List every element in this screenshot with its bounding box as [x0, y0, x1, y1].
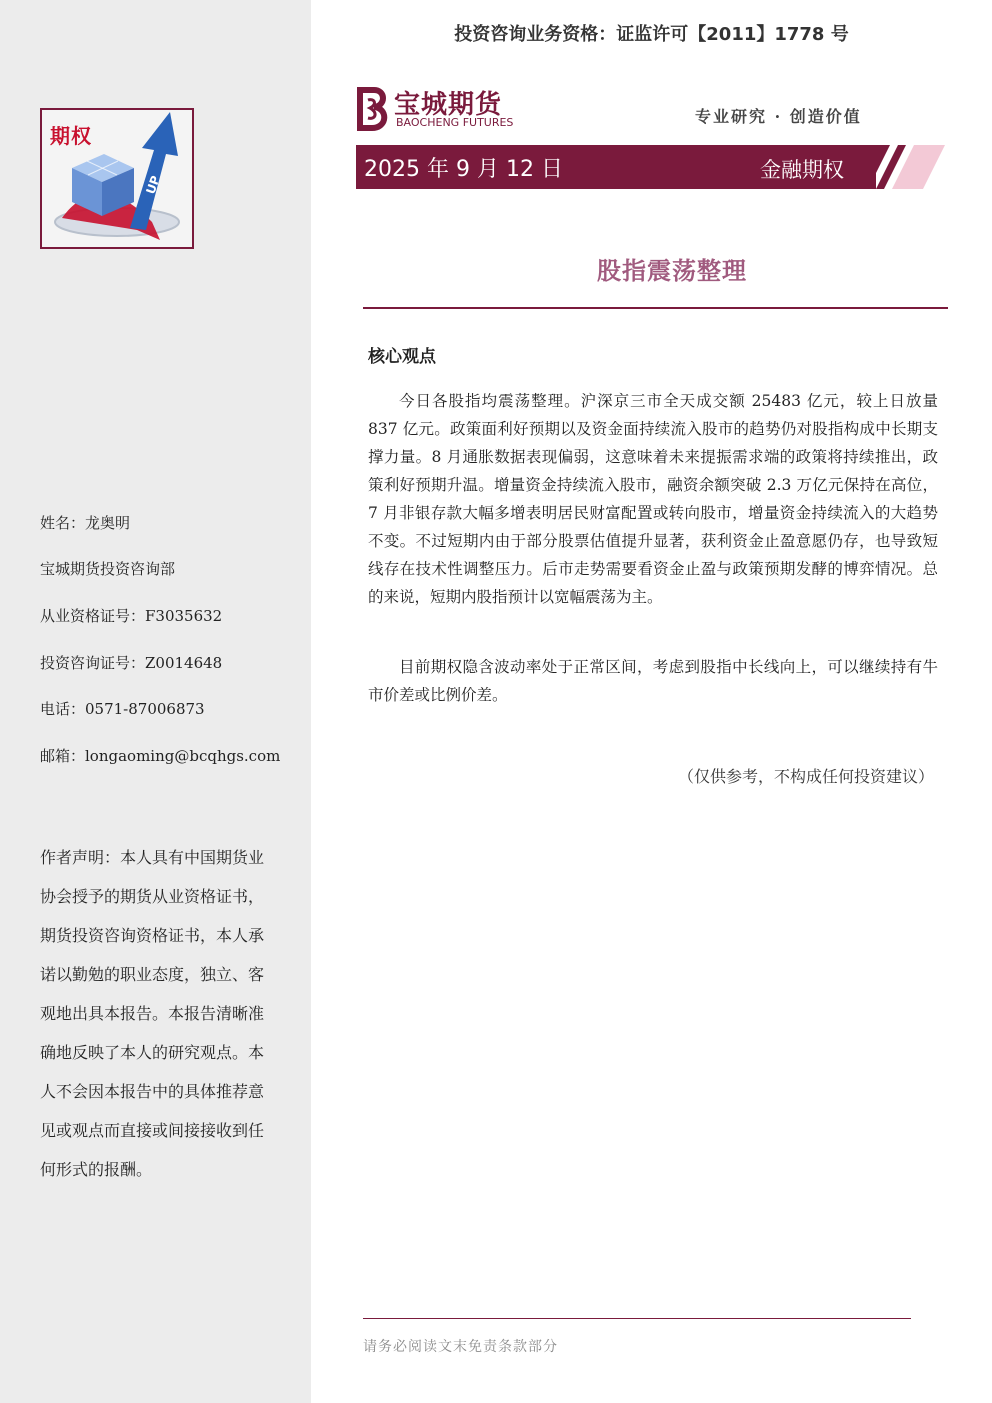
section-heading: 核心观点 [368, 347, 436, 367]
author-name: 姓名：龙奥明 [40, 514, 131, 532]
reference-note: （仅供参考，不构成任何投资建议） [677, 767, 934, 786]
footer-divider [363, 1318, 911, 1319]
report-title: 股指震荡整理 [597, 257, 747, 285]
report-category: 金融期权 [760, 158, 844, 182]
cover-image [40, 108, 194, 249]
author-statement: 作者声明：本人具有中国期货业协会授予的期货从业资格证书，期货投资咨询资格证书，本人承诺以勤勉的职业态度，独立、客观地出具本报告。本报告清晰准确地反映了本人的研究观点。本人不会因本报告中的具体推荐意见或观点而直接或间接接收到任何形式的报酬。 [40, 848, 265, 1179]
tagline: 专业研究 · 创造价值 [695, 107, 862, 126]
author-advisory-license: 投资咨询证号：Z0014648 [40, 654, 223, 672]
cube-arrow-icon [42, 110, 192, 247]
logo-en-text: BAOCHENG FUTURES [396, 116, 514, 129]
company-logo [356, 86, 526, 132]
logo-b-icon [356, 86, 392, 132]
report-date: 2025 年 9 月 12 日 [364, 157, 563, 182]
cover-up-text: UP [143, 173, 163, 197]
body-paragraph-2: 目前期权隐含波动率处于正常区间，考虑到股指中长线向上，可以继续持有牛市价差或比例价差。 [368, 658, 938, 704]
body-paragraph-1: 今日各股指均震荡整理。沪深京三市全天成交额 25483 亿元，较上日放量 837 亿元。政策面利好预期以及资金面持续流入股市的趋势仍对股指构成中长期支撑力量。8 月通胀数据表现偏弱，这意味着未来提振需求端的政策将持续推出，政策利好预期升温。增量资金持续流入股市，融资余额突破 2.3 万亿元保持在高位，7 月非银存款大幅多增表明居民财富配置或转向股市，增量资金持续流入的大趋势不变。不过短期内由于部分股票估值提升显著，获利资金止盈意愿仍存，也导致短线存在技术性调整压力。后市走势需要看资金止盈与政策预期发酵的博弈情况。总的来说，短期内股指预计以宽幅震荡为主。 [368, 392, 938, 606]
logo-cn-text: 宝城期货 [394, 90, 503, 120]
author-license: 从业资格证号：F3035632 [40, 607, 223, 625]
cover-label: 期权 [50, 124, 92, 148]
author-department: 宝城期货投资咨询部 [40, 560, 176, 578]
banner-stripes-decoration [860, 145, 945, 189]
author-email[interactable]: 邮箱：longaoming@bcqhgs.com [40, 747, 281, 765]
footer-disclaimer-link[interactable]: 请务必阅读文末免责条款部分 [363, 1339, 558, 1355]
title-divider [363, 307, 948, 309]
qualification-header: 投资咨询业务资格：证监许可【2011】1778 号 [454, 24, 849, 45]
author-phone: 电话：0571-87006873 [40, 700, 205, 718]
